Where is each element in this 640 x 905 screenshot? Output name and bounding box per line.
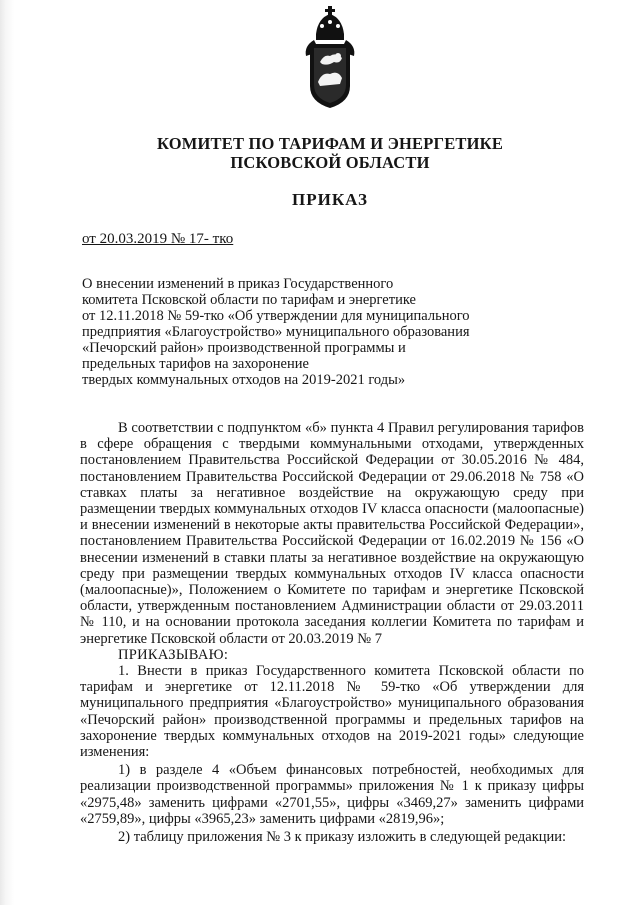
subject-line: предприятия «Благоустройство» муниципального образования — [82, 324, 470, 340]
subject-line: комитета Псковской области по тарифам и энергетике — [82, 292, 416, 308]
scan-edge-shadow — [0, 0, 14, 905]
subject-line: О внесении изменений в приказ Государственного — [82, 276, 394, 292]
committee-name-line-1: КОМИТЕТ ПО ТАРИФАМ И ЭНЕРГЕТИКЕ — [156, 134, 504, 153]
subject-line: «Печорский район» производственной программы и — [82, 340, 406, 356]
order-directive-word: ПРИКАЗЫВАЮ: — [118, 646, 229, 663]
subject-line: твердых коммунальных отходов на 2019-2021 годы» — [82, 372, 406, 388]
document-type-title: ПРИКАЗ — [292, 190, 368, 209]
preamble-paragraph: В соответствии с подпунктом «б» пункта 4 Правил регулирования тарифов в сфере обращения с твердыми коммунальными отходами, утвержденных постановлением Правительства Российской Федерации от 30.05.2016 № 484, постановлением Правительства Российской Федерации от 29.06.2018 № 758 «О ставках платы за негативное воздействие на окружающую среду при размещении твердых коммунальных отходов IV класса опасности (малоопасные) и внесении изменений в некоторые акты правительства Российской Федерации», постановлением Правительства Российской Федерации от 16.02.2019 № 156 «О внесении изменений в ставки платы за негативное воздействие на окружающую среду при размещении твердых коммунальных отходов IV класса опасности (малоопасные)», Положением о Комитете по тарифам и энергетике Псковской области, утвержденным постановлением Администрации области от 29.03.2011 № 110, и на основании протокола заседания коллегии Комитета по тарифам и энергетике Псковской области от 20.03.2019 № 7 — [80, 420, 584, 647]
item-1-1-paragraph: 1) в разделе 4 «Объем финансовых потребностей, необходимых для реализации производственной программы» приложения № 1 к приказу цифры «2975,48» заменить цифрами «2701,55», цифры «3469,27» заменить цифрами «2759,89», цифры «3965,23» заменить цифрами «2819,96»; — [80, 762, 584, 827]
item-1-2-paragraph: 2) таблицу приложения № 3 к приказу изложить в следующей редакции: — [118, 829, 567, 846]
subject-line: от 12.11.2018 № 59-тко «Об утверждении для муниципального — [82, 308, 470, 324]
subject-line: предельных тарифов на захоронение — [82, 356, 309, 372]
item-1-paragraph: 1. Внести в приказ Государственного комитета Псковской области по тарифам и энергетике от 12.11.2018 № 59-тко «Об утверждении для муниципального предприятия «Благоустройство» муниципального образования «Печорский район» производственной программы и предельных тарифов на захоронение твердых коммунальных отходов на 2019-2021 годы» следующие изменения: — [80, 663, 584, 761]
committee-name-line-2: ПСКОВСКОЙ ОБЛАСТИ — [230, 153, 430, 172]
coat-of-arms-emblem — [298, 4, 362, 112]
order-date-number: от 20.03.2019 № 17- тко — [82, 231, 234, 247]
order-subject — [82, 276, 552, 388]
order-body — [80, 420, 584, 845]
